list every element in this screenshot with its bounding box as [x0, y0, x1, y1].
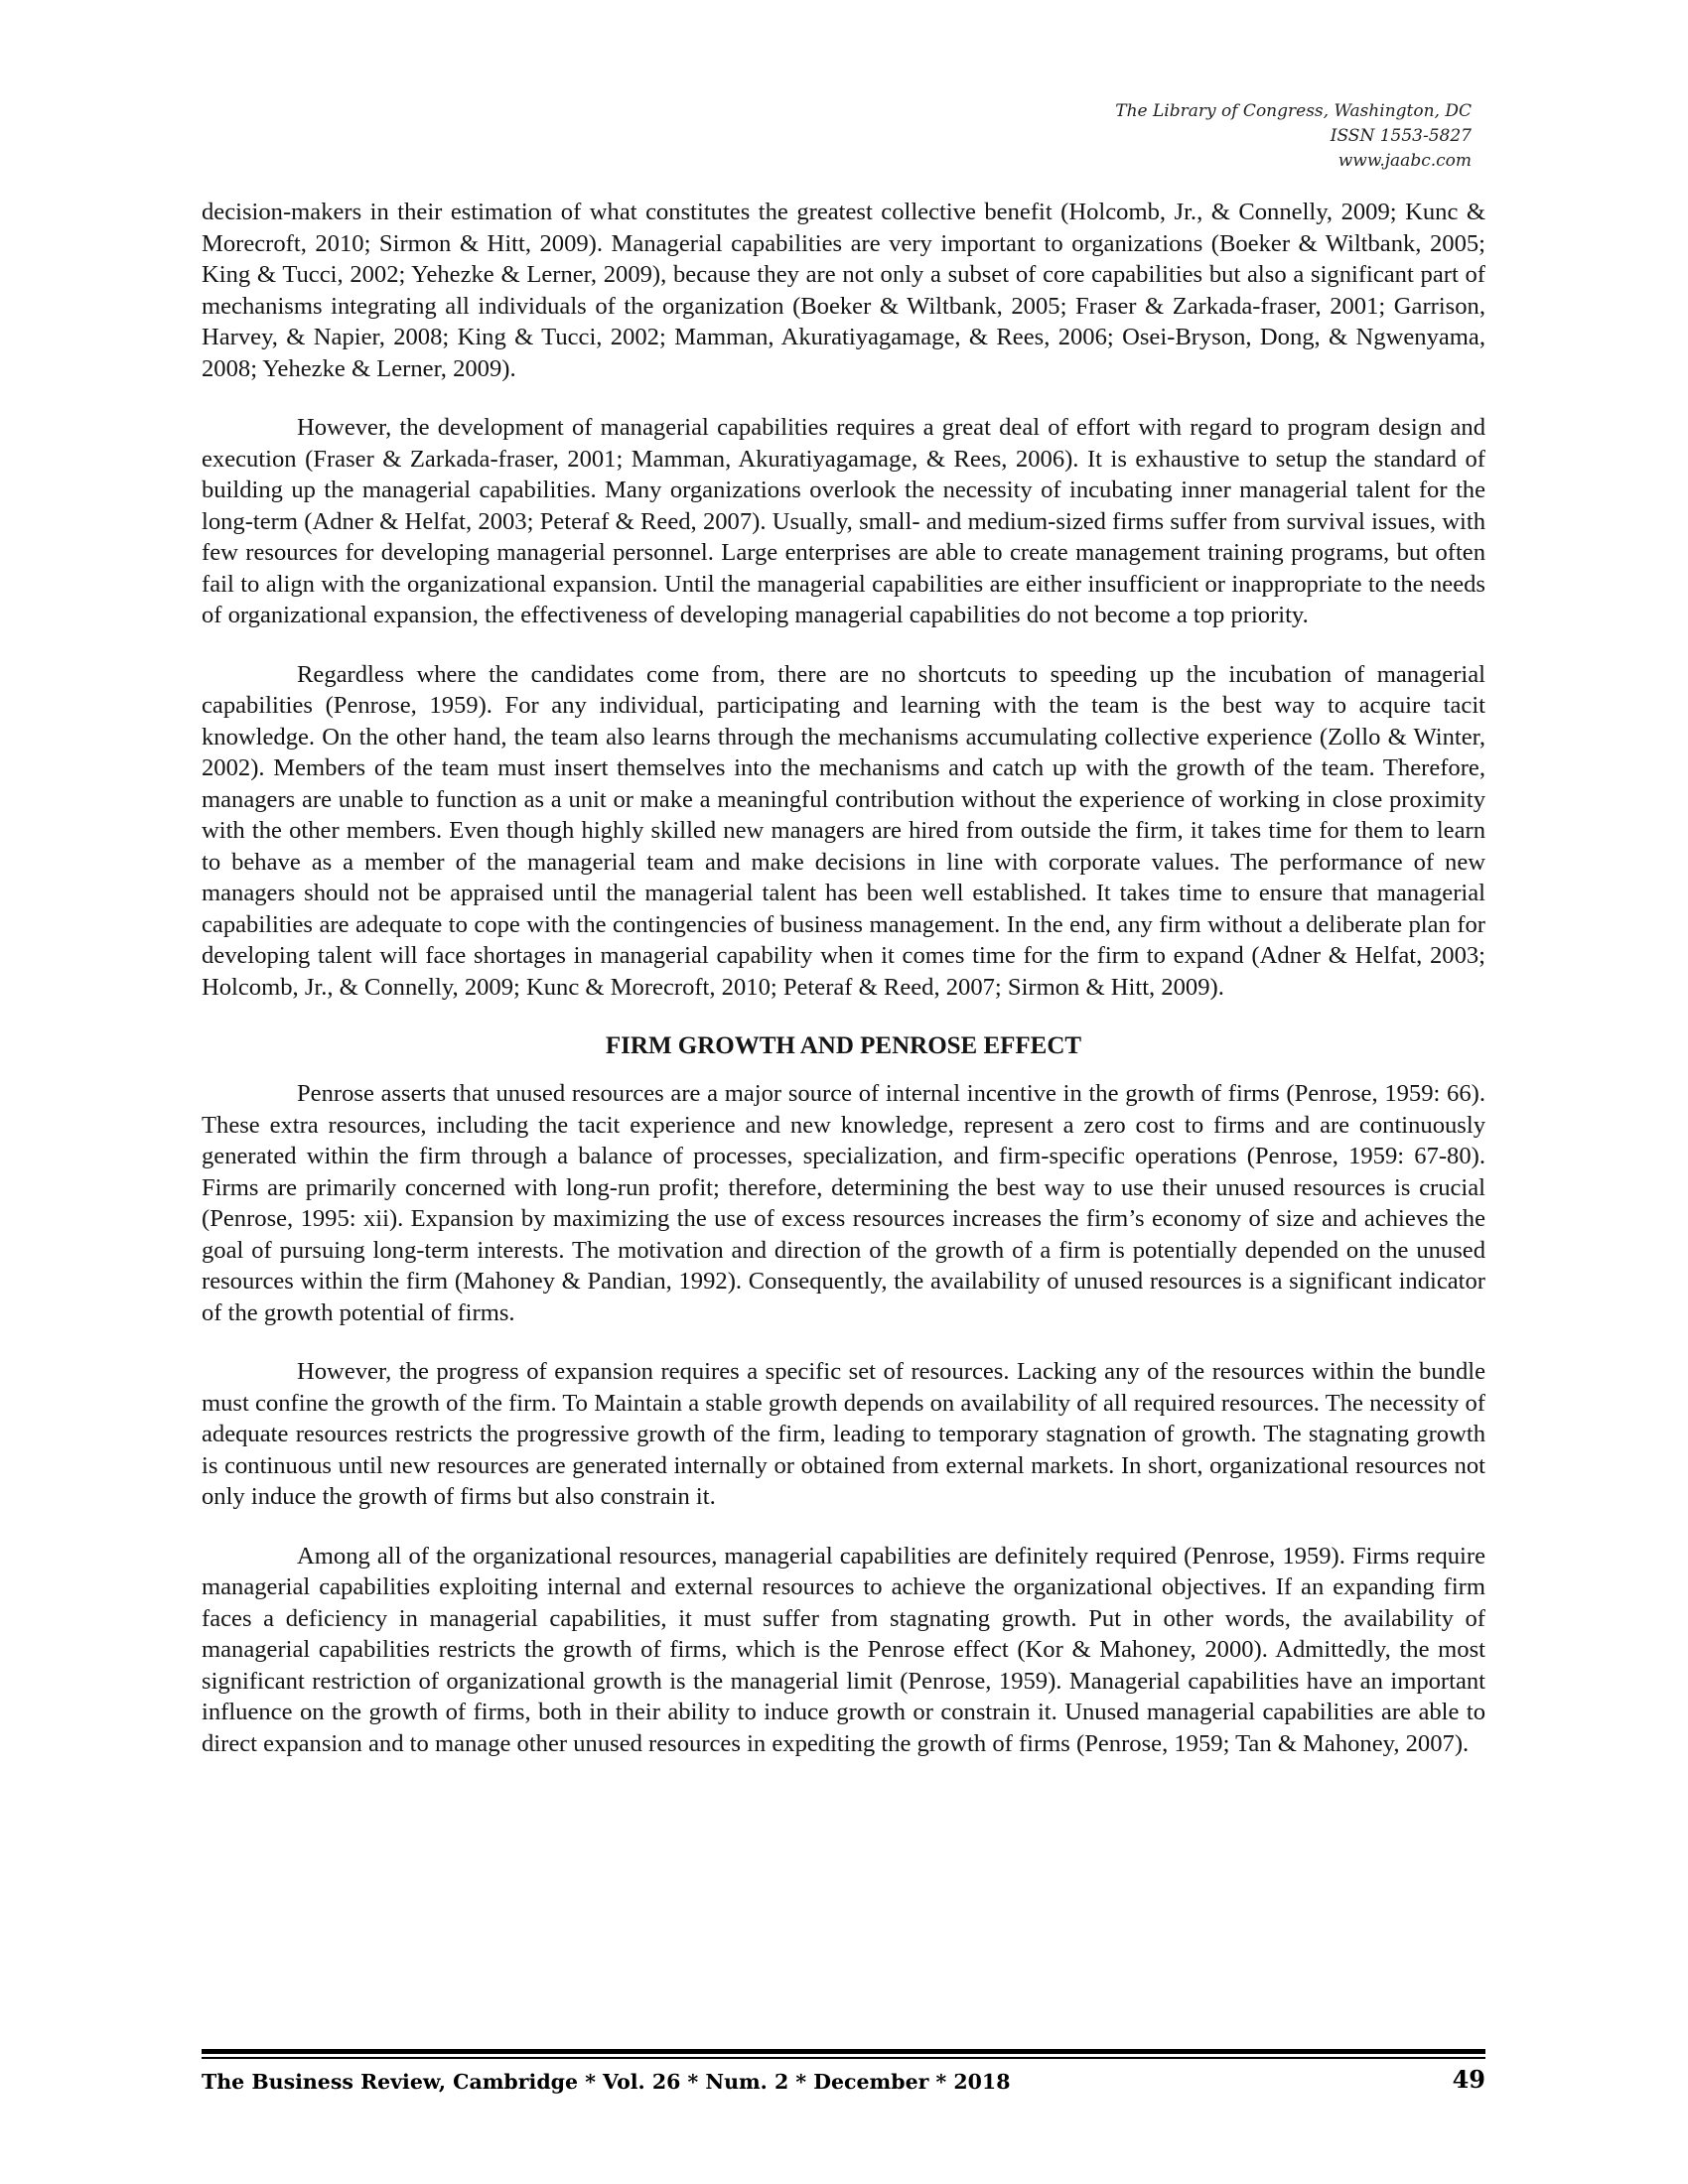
footer-rule-thin [202, 2057, 1485, 2059]
page-number: 49 [1452, 2065, 1485, 2094]
section-heading: FIRM GROWTH AND PENROSE EFFECT [605, 1032, 1082, 1059]
paragraph-continued: decision-makers in their estimation of what constitutes the greatest collective benefit (Holcomb, Jr., & Connelly, 2009; Kunc & Morecroft, 2010; Sirmon & Hitt, 2009). Managerial capabilities are very important to organizations (Boeker & Wiltbank, 2005; King & Tucci, 2002; Yehezke & Lerner, 2009), because they are not only a subset of core capabilities but also a significant part of mechanisms integrating all individuals of the organization (Boeker & Wiltbank, 2005; Fraser & Zarkada-fraser, 2001; Garrison, Harvey, & Napier, 2008; King & Tucci, 2002; Mamman, Akuratiyagamage, & Rees, 2006; Osei-Bryson, Dong, & Ngwenyama, 2008; Yehezke & Lerner, 2009). [202, 199, 1485, 382]
article-body [202, 197, 1485, 1787]
footer-journal-citation: The Business Review, Cambridge * Vol. 26 * Num. 2 * December * 2018 [202, 2070, 1011, 2094]
paragraph-no-shortcuts: Regardless where the candidates come from, there are no shortcuts to speeding up the incubation of managerial capabilities (Penrose, 1959). For any individual, participating and learning with the team is the best way to acquire tacit knowledge. On the other hand, the team also learns through the mechanisms accumulating collective experience (Zollo & Winter, 2002). Members of the team must insert themselves into the mechanisms and catch up with the growth of the team. Therefore, managers are unable to function as a unit or make a meaningful contribution without the experience of working in close proximity with the other members. Even though highly skilled new managers are hired from outside the firm, it takes time for them to learn to behave as a member of the managerial team and make decisions in line with corporate values. The performance of new managers should not be appraised until the managerial talent has been well established. It takes time to ensure that managerial capabilities are adequate to cope with the contingencies of business management. In the end, any firm without a deliberate plan for developing talent will face shortages in managerial capability when it comes time for the firm to expand (Adner & Helfat, 2003; Holcomb, Jr., & Connelly, 2009; Kunc & Morecroft, 2010; Peteraf & Reed, 2007; Sirmon & Hitt, 2009). [202, 660, 1485, 1001]
paragraph-unused-resources: Penrose asserts that unused resources are a major source of internal incentive in the growth of firms (Penrose, 1959: 66). These extra resources, including the tacit experience and new knowledge, represent a zero cost to firms and are continuously generated within the firm through a balance of processes, specialization, and firm-specific operations (Penrose, 1959: 67-80). Firms are primarily concerned with long-run profit; therefore, determining the best way to use their unused resources is crucial (Penrose, 1995: xii). Expansion by maximizing the use of excess resources increases the firm’s economy of size and achieves the goal of pursuing long-term interests. The motivation and direction of the growth of a firm is potentially depended on the unused resources within the firm (Mahoney & Pandian, 1992). Consequently, the availability of unused resources is a significant indicator of the growth potential of firms. [202, 1080, 1485, 1326]
journal-header [1115, 99, 1472, 174]
header-website-line: www.jaabc.com [1337, 151, 1472, 171]
paragraph-development-effort: However, the development of managerial capabilities requires a great deal of effort with regard to program design and execution (Fraser & Zarkada-fraser, 2001; Mamman, Akuratiyagamage, & Rees, 2006). It is exhaustive to setup the standard of building up the managerial capabilities. Many organizations overlook the necessity of incubating inner managerial talent for the long-term (Adner & Helfat, 2003; Peteraf & Reed, 2007). Usually, small- and medium-sized firms suffer from survival issues, with few resources for developing managerial personnel. Large enterprises are able to create management training programs, but often fail to align with the organizational expansion. Until the managerial capabilities are either insufficient or inappropriate to the needs of organizational expansion, the effectiveness of developing managerial capabilities do not become a top priority. [202, 414, 1485, 628]
footer-rule-thick [202, 2049, 1485, 2054]
header-library-line: The Library of Congress, Washington, DC [1115, 101, 1472, 121]
header-issn-line: ISSN 1553-5827 [1330, 126, 1472, 146]
paragraph-progress-of-expansion: However, the progress of expansion requires a specific set of resources. Lacking any of the resources within the bundle must confine the growth of the firm. To Maintain a stable growth depends on availability of all required resources. The necessity of adequate resources restricts the progressive growth of the firm, leading to temporary stagnation of growth. The stagnating growth is continuous until new resources are generated internally or obtained from external markets. In short, organizational resources not only induce the growth of firms but also constrain it. [202, 1358, 1485, 1510]
paragraph-penrose-effect: Among all of the organizational resources, managerial capabilities are definitely required (Penrose, 1959). Firms require managerial capabilities exploiting internal and external resources to achieve the organizational objectives. If an expanding firm faces a deficiency in managerial capabilities, it must suffer from stagnating growth. Put in other words, the availability of managerial capabilities restricts the growth of firms, which is the Penrose effect (Kor & Mahoney, 2000). Admittedly, the most significant restriction of organizational growth is the managerial limit (Penrose, 1959). Managerial capabilities have an important influence on the growth of firms, both in their ability to induce growth or constrain it. Unused managerial capabilities are able to direct expansion and to manage other unused resources in expediting the growth of firms (Penrose, 1959; Tan & Mahoney, 2007). [202, 1542, 1485, 1757]
